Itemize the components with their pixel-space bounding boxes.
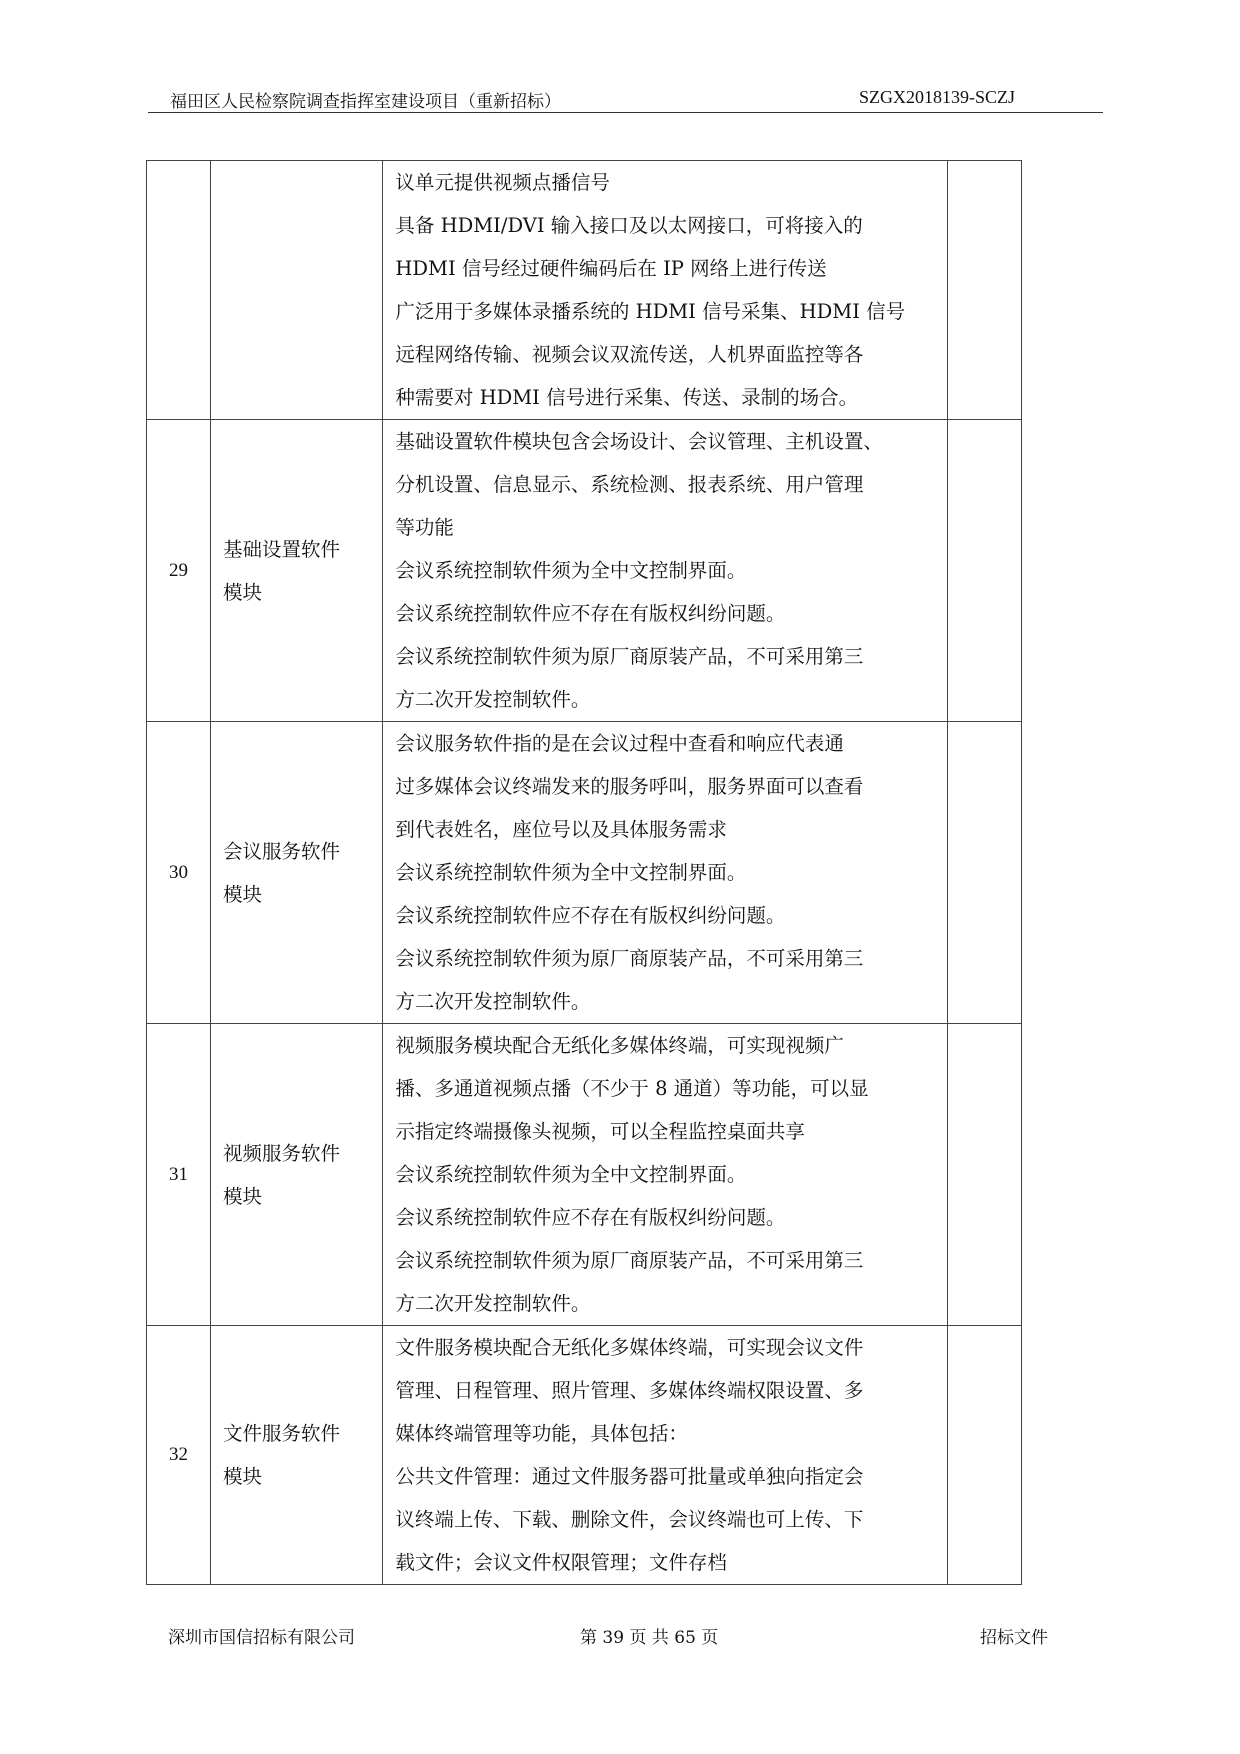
- item-name: [211, 1326, 383, 1585]
- table-row: [147, 420, 1022, 722]
- description-line: 公共文件管理：通过文件服务器可批量或单独向指定会: [395, 1465, 864, 1488]
- item-name-line: 模块: [223, 882, 263, 906]
- item-description: [383, 1024, 948, 1326]
- item-name: [211, 1024, 383, 1326]
- description-line: 会议系统控制软件须为全中文控制界面。: [395, 861, 747, 884]
- description-line: 会议系统控制软件须为原厂商原装产品，不可采用第三: [395, 1249, 864, 1272]
- description-line: 分机设置、信息显示、系统检测、报表系统、用户管理: [395, 473, 864, 496]
- row-number: [147, 161, 211, 420]
- description-line: 广泛用于多媒体录播系统的 HDMI 信号采集、HDMI 信号: [395, 300, 906, 323]
- row-number: 29: [147, 420, 211, 722]
- description-line: 方二次开发控制软件。: [395, 1292, 591, 1315]
- description-line: 文件服务模块配合无纸化多媒体终端，可实现会议文件: [395, 1336, 864, 1359]
- footer-page-number: 第 39 页 共 65 页: [580, 1628, 719, 1648]
- item-description: [383, 420, 948, 722]
- description-line: 视频服务模块配合无纸化多媒体终端，可实现视频广: [395, 1034, 844, 1057]
- description-line: 会议系统控制软件应不存在有版权纠纷问题。: [395, 904, 786, 927]
- remarks-cell: [947, 420, 1021, 722]
- item-name: [211, 722, 383, 1024]
- table-row: [147, 1024, 1022, 1326]
- description-line: 到代表姓名，座位号以及具体服务需求: [395, 818, 727, 841]
- item-name: [211, 161, 383, 420]
- page-header: [148, 84, 1103, 113]
- description-line: 议终端上传、下载、删除文件，会议终端也可上传、下: [395, 1508, 864, 1531]
- description-line: 示指定终端摄像头视频，可以全程监控桌面共享: [395, 1120, 805, 1143]
- description-line: 等功能: [395, 516, 454, 539]
- row-number: 31: [147, 1024, 211, 1326]
- row-number: 30: [147, 722, 211, 1024]
- project-title: 福田区人民检察院调查指挥室建设项目（重新招标）: [170, 92, 561, 112]
- description-line: 基础设置软件模块包含会场设计、会议管理、主机设置、: [395, 430, 883, 453]
- table-row: [147, 161, 1022, 420]
- item-name-line: 基础设置软件: [223, 537, 341, 561]
- description-line: 播、多通道视频点播（不少于 8 通道）等功能，可以显: [395, 1077, 869, 1100]
- description-line: 会议系统控制软件应不存在有版权纠纷问题。: [395, 1206, 786, 1229]
- project-code: SZGX2018139-SCZJ: [858, 87, 1015, 107]
- description-line: 载文件；会议文件权限管理；文件存档: [395, 1551, 727, 1574]
- item-name-line: 文件服务软件: [223, 1422, 341, 1445]
- description-line: 过多媒体会议终端发来的服务呼叫，服务界面可以查看: [395, 775, 864, 798]
- item-name-line: 视频服务软件: [223, 1141, 341, 1165]
- description-line: 会议服务软件指的是在会议过程中查看和响应代表通: [395, 732, 844, 755]
- row-number: 32: [147, 1326, 211, 1585]
- description-line: 议单元提供视频点播信号: [395, 171, 610, 194]
- description-line: 方二次开发控制软件。: [395, 688, 591, 711]
- item-name-line: 模块: [223, 580, 263, 604]
- description-line: 会议系统控制软件须为全中文控制界面。: [395, 559, 747, 582]
- item-name: [211, 420, 383, 722]
- description-line: 管理、日程管理、照片管理、多媒体终端权限设置、多: [395, 1379, 864, 1402]
- spec-table: [146, 160, 1022, 1585]
- remarks-cell: [947, 722, 1021, 1024]
- item-name-line: 会议服务软件: [223, 839, 341, 863]
- description-line: 具备 HDMI/DVI 输入接口及以太网接口，可将接入的: [395, 214, 863, 237]
- description-line: 会议系统控制软件应不存在有版权纠纷问题。: [395, 602, 786, 625]
- item-description: [383, 161, 948, 420]
- footer-doc-type: 招标文件: [980, 1628, 1048, 1648]
- footer-company: 深圳市国信招标有限公司: [168, 1628, 355, 1648]
- spec-table-body: [147, 161, 1022, 1585]
- item-name-line: 模块: [223, 1465, 263, 1488]
- table-row: [147, 722, 1022, 1024]
- description-line: 媒体终端管理等功能，具体包括：: [395, 1422, 688, 1445]
- table-row: [147, 1326, 1022, 1585]
- description-line: 会议系统控制软件须为全中文控制界面。: [395, 1163, 747, 1186]
- item-description: [383, 1326, 948, 1585]
- description-line: 远程网络传输、视频会议双流传送，人机界面监控等各: [395, 343, 864, 366]
- description-line: 会议系统控制软件须为原厂商原装产品，不可采用第三: [395, 947, 864, 970]
- description-line: 会议系统控制软件须为原厂商原装产品，不可采用第三: [395, 645, 864, 668]
- description-line: 方二次开发控制软件。: [395, 990, 591, 1013]
- remarks-cell: [947, 1024, 1021, 1326]
- remarks-cell: [947, 161, 1021, 420]
- remarks-cell: [947, 1326, 1021, 1585]
- description-line: HDMI 信号经过硬件编码后在 IP 网络上进行传送: [395, 257, 827, 280]
- item-name-line: 模块: [223, 1184, 263, 1208]
- description-line: 种需要对 HDMI 信号进行采集、传送、录制的场合。: [395, 386, 859, 409]
- item-description: [383, 722, 948, 1024]
